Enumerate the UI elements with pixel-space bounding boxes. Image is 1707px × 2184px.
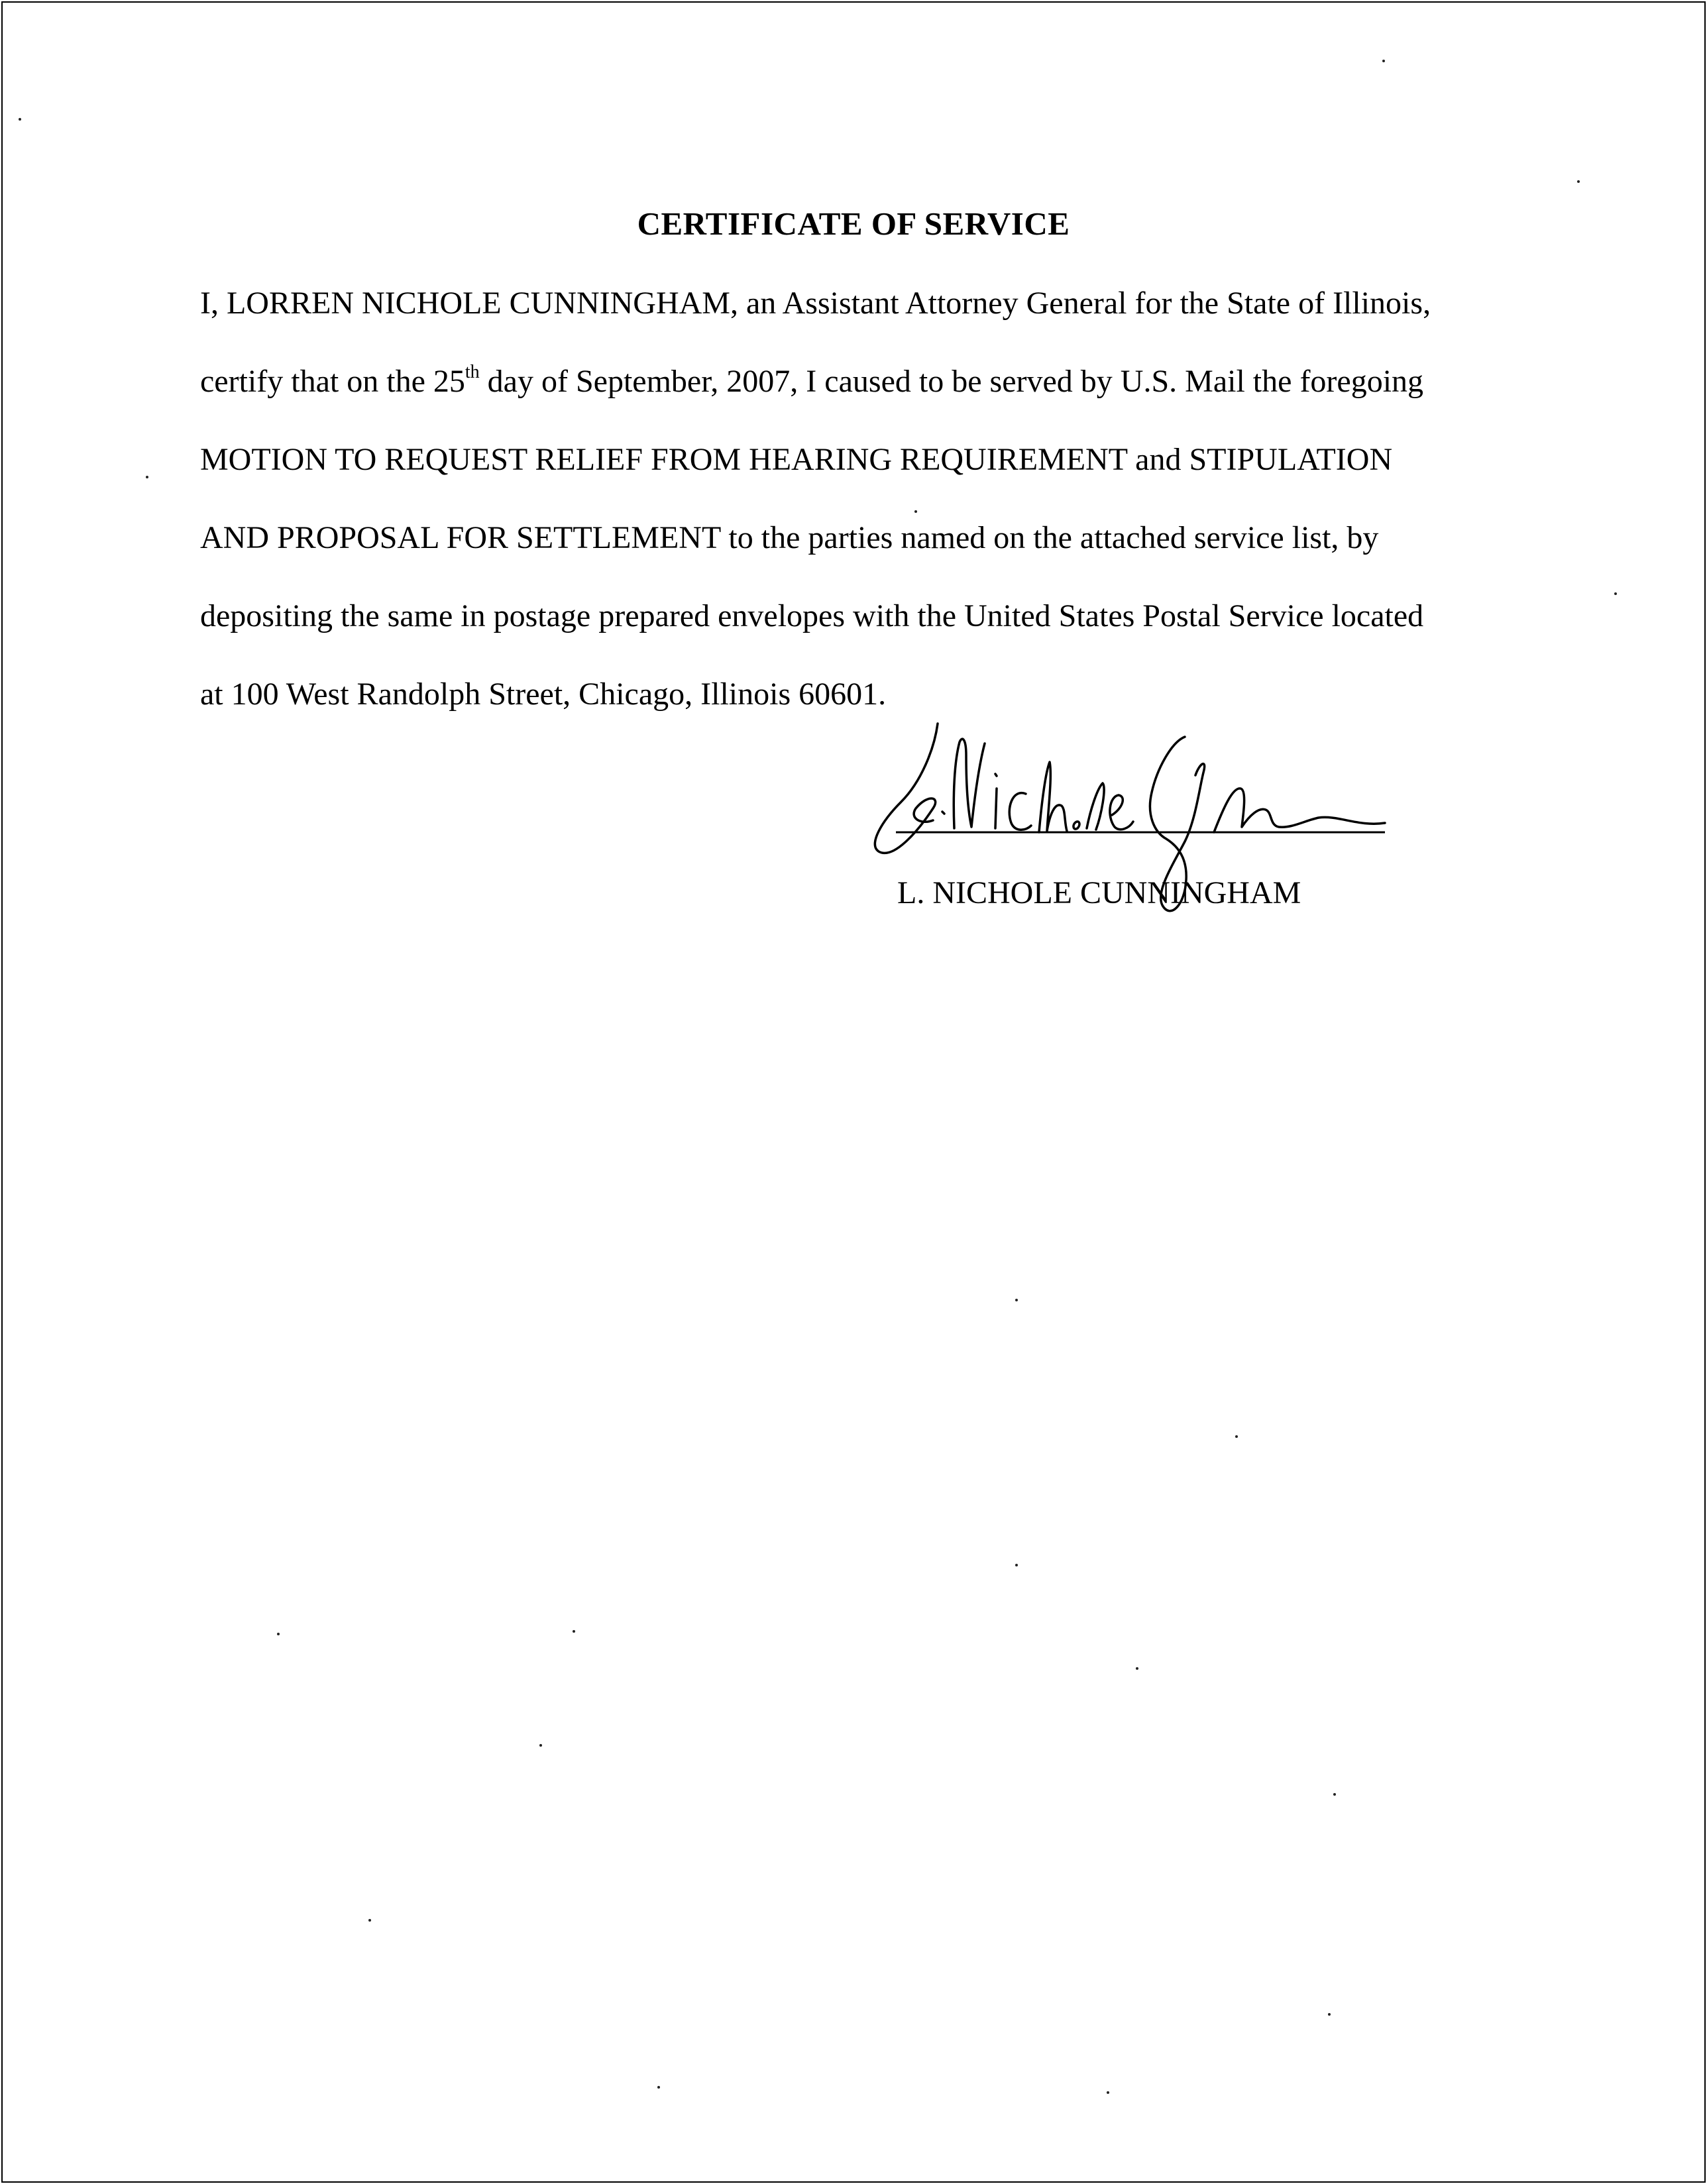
scan-speck (914, 510, 917, 513)
body-line-6: at 100 West Randolph Street, Chicago, Illinois 60601. (200, 677, 887, 712)
scan-speck (1577, 180, 1580, 183)
scan-speck (1382, 60, 1385, 62)
scan-speck (1107, 2091, 1109, 2094)
document-title: CERTIFICATE OF SERVICE (637, 205, 1070, 242)
body-line-2 (200, 355, 1423, 408)
scan-speck (1015, 1299, 1018, 1301)
body-line-5: depositing the same in postage prepared envelopes with the United States Postal Service located (200, 598, 1424, 633)
scan-speck (657, 2086, 660, 2089)
scan-speck (1328, 2013, 1331, 2016)
scan-speck (573, 1630, 575, 1633)
body-line-2-end: day of September, 2007, I caused to be served by U.S. Mail the foregoing (479, 364, 1424, 399)
scan-speck (1136, 1667, 1138, 1670)
body-line-3: MOTION TO REQUEST RELIEF FROM HEARING REQUIREMENT and STIPULATION (200, 442, 1393, 477)
scan-speck (1333, 1793, 1336, 1796)
signer-printed-name: L. NICHOLE CUNNINGHAM (897, 875, 1301, 910)
ordinal-suffix: th (465, 362, 480, 382)
body-line-1: I, LORREN NICHOLE CUNNINGHAM, an Assistant Attorney General for the State of Illinois, (200, 286, 1431, 321)
scan-speck (1235, 1435, 1238, 1438)
body-line-4: AND PROPOSAL FOR SETTLEMENT to the parties named on the attached service list, by (200, 520, 1379, 555)
scan-speck (368, 1919, 371, 1922)
scan-speck (19, 118, 21, 121)
scan-speck (1015, 1564, 1018, 1566)
scan-speck (539, 1744, 542, 1747)
scan-speck (1614, 592, 1617, 595)
scan-speck (146, 476, 148, 478)
body-line-2-start: certify that on the 25 (200, 364, 465, 399)
scan-speck (277, 1633, 280, 1635)
